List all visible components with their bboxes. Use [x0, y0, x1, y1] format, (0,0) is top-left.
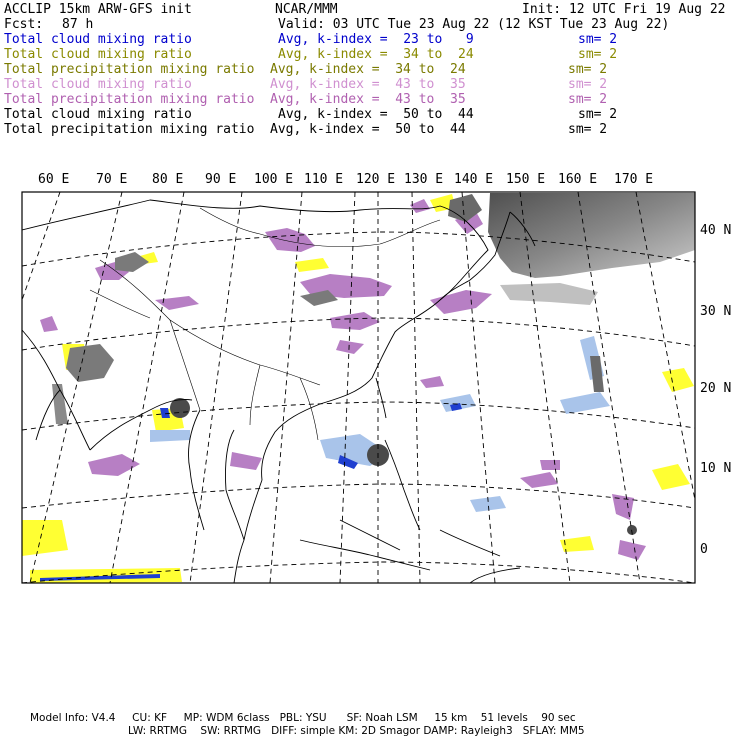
longitude-labels	[38, 172, 653, 187]
legend-smoothing: sm= 2	[568, 122, 608, 137]
legend-field-name: Total cloud mixing ratio	[4, 47, 192, 62]
forecast-hour: 87 h	[62, 17, 94, 32]
legend-avg-range: Avg, k-index = 34 to 24	[270, 62, 466, 77]
init-time: Init: 12 UTC Fri 19 Aug 22	[522, 2, 726, 17]
legend-avg-range: Avg, k-index = 43 to 35	[270, 92, 466, 107]
model-title: ACCLIP 15km ARW-GFS init	[4, 2, 192, 17]
lon-label: 80 E	[152, 172, 184, 187]
legend-avg-range: Avg, k-index = 43 to 35	[270, 77, 466, 92]
blue-cloud-cores	[40, 403, 462, 581]
legend-smoothing: sm= 2	[568, 62, 608, 77]
legend-avg-range: Avg, k-index = 50 to 44	[270, 122, 466, 137]
center-label: NCAR/MMM	[275, 2, 338, 17]
legend-smoothing: sm= 2	[578, 47, 618, 62]
legend-smoothing: sm= 2	[578, 32, 618, 47]
lat-label: 20 N	[700, 381, 732, 396]
lon-label: 150 E	[506, 172, 546, 187]
forecast-label: Fcst:	[4, 17, 44, 32]
lon-label: 120 E	[356, 172, 396, 187]
lon-label: 130 E	[404, 172, 444, 187]
legend-avg-range: Avg, k-index = 34 to 24	[278, 47, 474, 62]
model-info-line-1: Model Info: V4.4 CU: KF MP: WDM 6class PBL: YSU SF: Noah LSM 15 km 51 levels 90 sec	[30, 712, 576, 724]
legend-field-name: Total cloud mixing ratio	[4, 77, 192, 92]
legend-field-name: Total cloud mixing ratio	[4, 32, 192, 47]
gray-cloud-field-north	[488, 193, 695, 278]
legend-smoothing: sm= 2	[568, 92, 608, 107]
legend-field-name: Total precipitation mixing ratio	[4, 92, 255, 107]
latitude-labels	[700, 223, 731, 557]
lon-label: 70 E	[96, 172, 128, 187]
legend-field-name: Total cloud mixing ratio	[4, 107, 192, 122]
lon-label: 60 E	[38, 172, 70, 187]
legend-avg-range: Avg, k-index = 50 to 44	[278, 107, 474, 122]
legend-smoothing: sm= 2	[568, 77, 608, 92]
lat-label: 10 N	[700, 461, 732, 476]
coastlines	[22, 200, 535, 583]
gray-cloud-field-north-2	[500, 283, 598, 305]
legend-avg-range: Avg, k-index = 23 to 9	[278, 32, 474, 47]
legend-field-name: Total precipitation mixing ratio	[4, 62, 255, 77]
country-borders	[90, 208, 440, 440]
lon-label: 90 E	[205, 172, 237, 187]
lon-label: 100 E	[254, 172, 294, 187]
lon-label: 170 E	[614, 172, 654, 187]
lat-label: 0	[700, 542, 708, 557]
map-fields	[22, 193, 695, 583]
model-info-line-2: LW: RRTMG SW: RRTMG DIFF: simple KM: 2D Smagor DAMP: Rayleigh3 SFLAY: MM5	[128, 725, 585, 737]
legend-smoothing: sm= 2	[578, 107, 618, 122]
lat-label: 40 N	[700, 223, 732, 238]
valid-time: Valid: 03 UTC Tue 23 Aug 22 (12 KST Tue 23 Aug 22)	[278, 17, 670, 32]
lon-label: 110 E	[304, 172, 344, 187]
lon-label: 160 E	[558, 172, 598, 187]
legend-field-name: Total precipitation mixing ratio	[4, 122, 255, 137]
lon-label: 140 E	[454, 172, 494, 187]
lat-label: 30 N	[700, 304, 732, 319]
